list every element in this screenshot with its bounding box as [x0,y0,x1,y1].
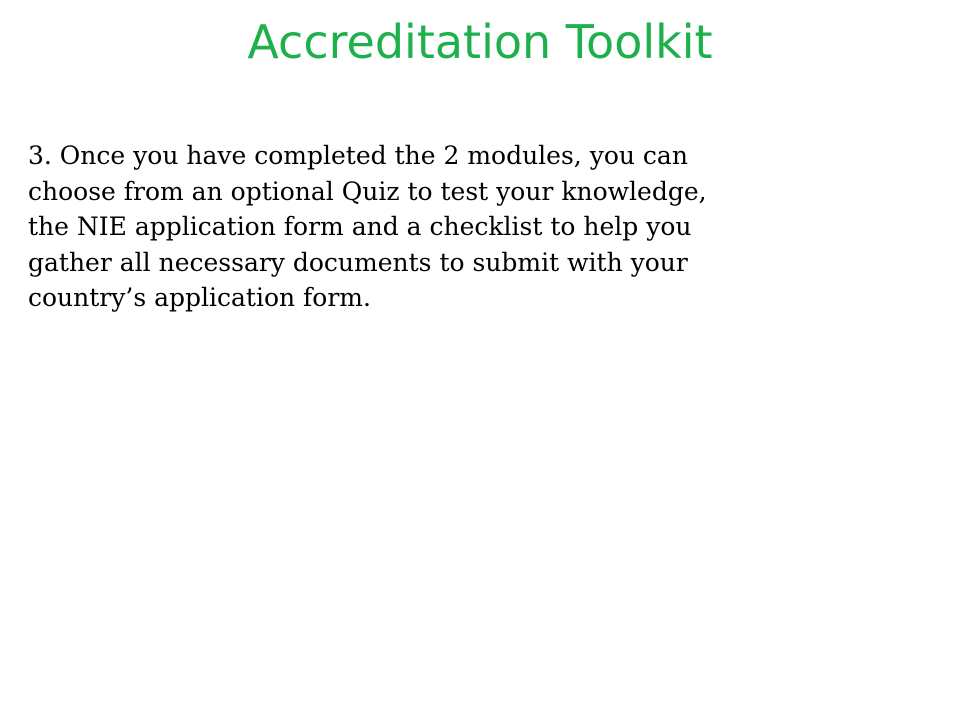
slide-body-text [28,138,928,316]
body-line: the NIE application form and a checklist to help you [28,212,692,241]
slide-title: Accreditation Toolkit [247,15,713,69]
body-line: country’s application form. [28,283,371,312]
body-line: 3. Once you have completed the 2 modules, you can [28,141,688,170]
body-line: choose from an optional Quiz to test your knowledge, [28,176,707,206]
body-line: gather all necessary documents to submit with your [28,247,688,277]
